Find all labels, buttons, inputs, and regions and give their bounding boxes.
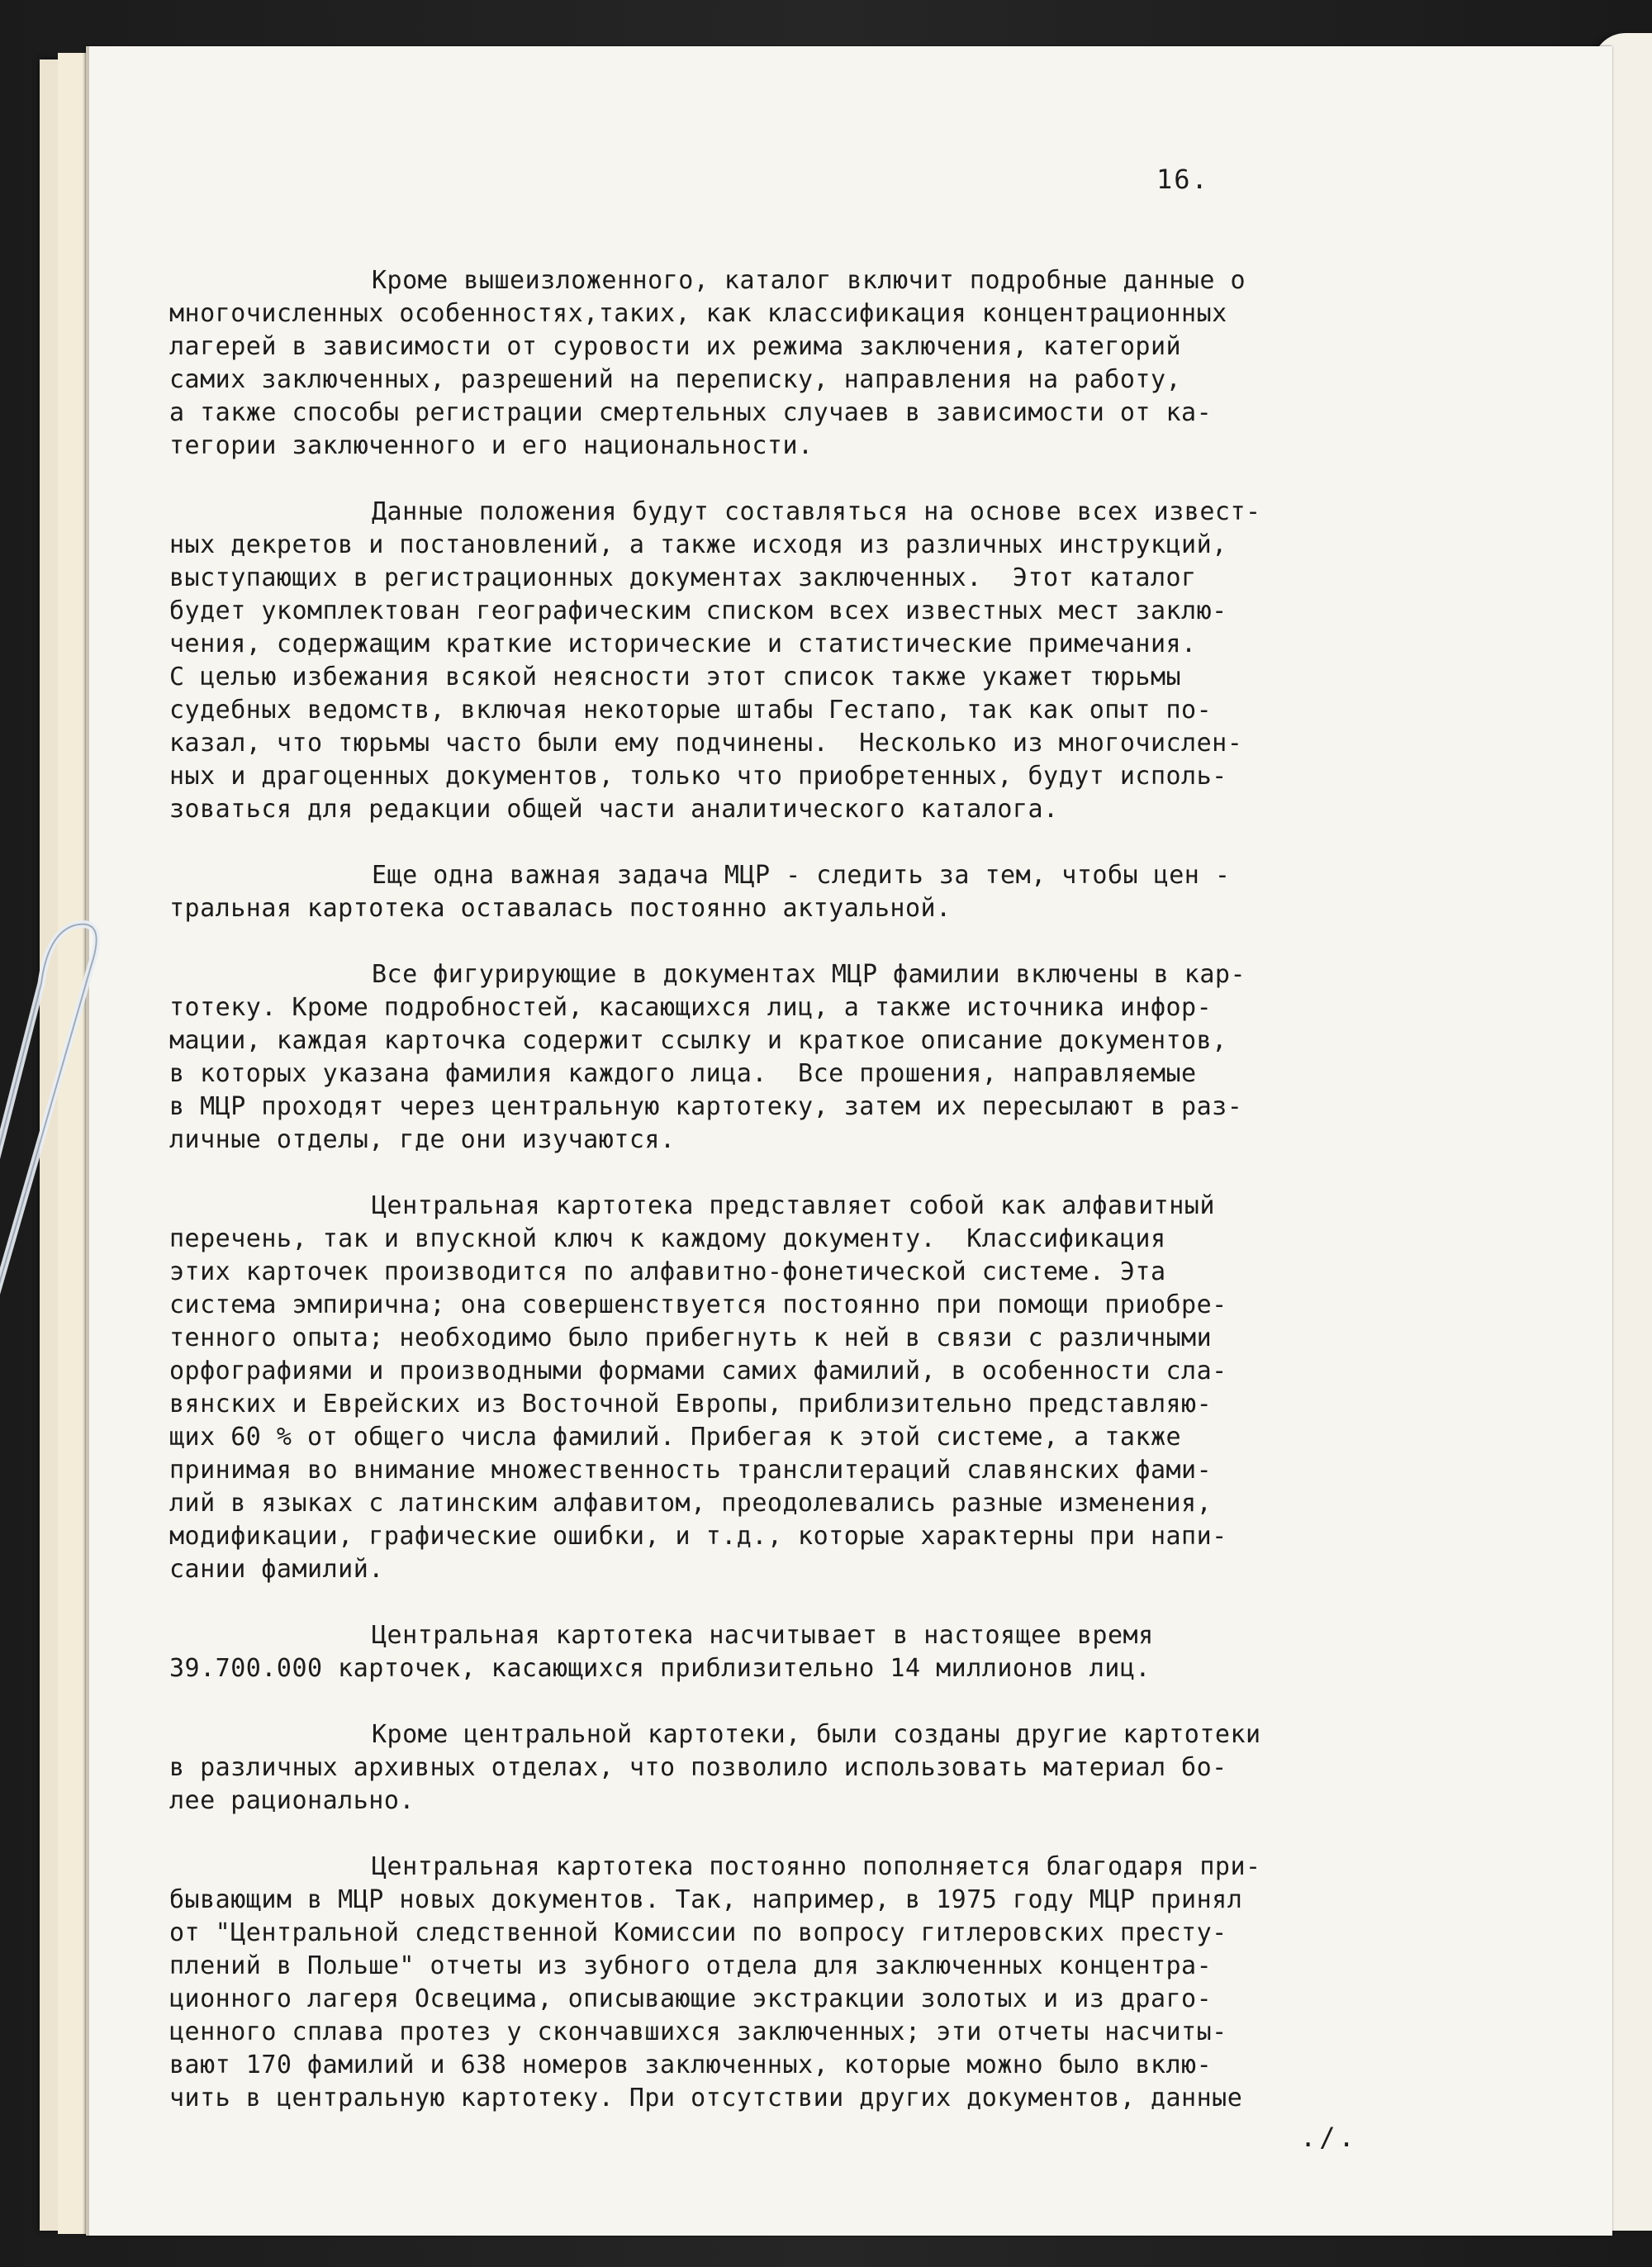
text-line: чения, содержащим краткие исторические и статистические примечания.: [169, 630, 1197, 658]
text-line: Еще одна важная задача МЦР - следить за тем, чтобы цен -: [372, 861, 1231, 890]
text-line: 39.700.000 карточек, касающихся приблизительно 14 миллионов лиц.: [169, 1654, 1151, 1683]
text-line: чить в центральную картотеку. При отсутствии других документов, данные: [169, 2084, 1243, 2113]
text-line: Кроме центральной картотеки, были созданы другие картотеки: [372, 1720, 1261, 1749]
text-line: зоваться для редакции общей части аналитического каталога.: [169, 795, 1059, 824]
text-line: вают 170 фамилий и 638 номеров заключенных, которые можно было вклю-: [169, 2051, 1213, 2079]
text-line: модификации, графические ошибки, и т.д., которые характерны при напи-: [169, 1522, 1227, 1551]
text-line: мации, каждая карточка содержит ссылку и краткое описание документов,: [169, 1026, 1227, 1055]
text-line: выступающих в регистрационных документах заключенных. Этот каталог: [169, 563, 1197, 592]
text-line: этих карточек производится по алфавитно-фонетической системе. Эта: [169, 1257, 1166, 1286]
text-line: Центральная картотека постоянно пополняется благодаря при-: [372, 1852, 1261, 1881]
text-line: казал, что тюрьмы часто были ему подчинены. Несколько из многочислен-: [169, 729, 1243, 758]
text-line: Центральная картотека насчитывает в настоящее время: [372, 1621, 1154, 1650]
text-line: лее рационально.: [169, 1786, 415, 1815]
text-line: щих 60 % от общего числа фамилий. Прибегая к этой системе, а также: [169, 1423, 1182, 1452]
text-line: лий в языках с латинским алфавитом, преодолевались разные изменения,: [169, 1489, 1213, 1518]
text-line: Центральная картотека представляет собой как алфавитный: [372, 1191, 1215, 1220]
text-line: орфографиями и производными формами самих фамилий, в особенности сла-: [169, 1357, 1227, 1385]
text-line: ценного сплава протез у скончавшихся заключенных; эти отчеты насчиты-: [169, 2017, 1227, 2046]
text-line: в МЦР проходят через центральную картотеку, затем их пересылают в раз-: [169, 1092, 1243, 1121]
text-line: Кроме вышеизложенного, каталог включит подробные данные о: [372, 266, 1246, 295]
text-line: бывающим в МЦР новых документов. Так, например, в 1975 году МЦР принял: [169, 1885, 1243, 1914]
text-line: Данные положения будут составляться на основе всех извест-: [372, 497, 1261, 526]
text-line: плений в Польше" отчеты из зубного отдела для заключенных концентра-: [169, 1951, 1213, 1980]
text-line: тенного опыта; необходимо было прибегнуть к ней в связи с различными: [169, 1324, 1213, 1352]
text-line: самих заключенных, разрешений на переписку, направления на работу,: [169, 365, 1182, 394]
text-line: ных и драгоценных документов, только что приобретенных, будут исполь-: [169, 762, 1227, 791]
text-line: в различных архивных отделах, что позволило использовать материал бо-: [169, 1753, 1227, 1782]
text-line: тегории заключенного и его национальности.: [169, 431, 814, 460]
text-line: С целью избежания всякой неясности этот список также укажет тюрьмы: [169, 663, 1182, 692]
text-line: ных декретов и постановлений, а также исходя из различных инструкций,: [169, 530, 1227, 559]
text-line: тотеку. Кроме подробностей, касающихся лиц, а также источника инфор-: [169, 993, 1213, 1022]
text-line: тральная картотека оставалась постоянно актуальной.: [169, 894, 952, 923]
text-line: от "Центральной следственной Комиссии по вопросу гитлеровских престу-: [169, 1918, 1227, 1947]
text-line: принимая во внимание множественность транслитераций славянских фами-: [169, 1456, 1213, 1485]
text-line: сании фамилий.: [169, 1555, 384, 1584]
text-line: а также способы регистрации смертельных случаев в зависимости от ка-: [169, 398, 1213, 427]
page-number: 16.: [1156, 164, 1209, 195]
text-line: многочисленных особенностях,таких, как классификация концентрационных: [169, 299, 1227, 328]
text-line: ционного лагеря Освецима, описывающие экстракции золотых и из драго-: [169, 1984, 1213, 2013]
text-line: вянских и Еврейских из Восточной Европы, приблизительно представляю-: [169, 1390, 1213, 1419]
continuation-mark: ./.: [1300, 2122, 1358, 2153]
text-line: судебных ведомств, включая некоторые штабы Гестапо, так как опыт по-: [169, 696, 1213, 725]
text-line: система эмпирична; она совершенствуется постоянно при помощи приобре-: [169, 1290, 1227, 1319]
text-line: перечень, так и впускной ключ к каждому документу. Классификация: [169, 1224, 1166, 1253]
text-line: будет укомплектован географическим списком всех известных мест заклю-: [169, 596, 1227, 625]
text-line: лагерей в зависимости от суровости их режима заключения, категорий: [169, 332, 1182, 361]
text-line: личные отделы, где они изучаются.: [169, 1125, 676, 1154]
text-line: в которых указана фамилия каждого лица. Все прошения, направляемые: [169, 1059, 1197, 1088]
text-line: Все фигурирующие в документах МЦР фамилии включены в кар-: [372, 960, 1246, 989]
